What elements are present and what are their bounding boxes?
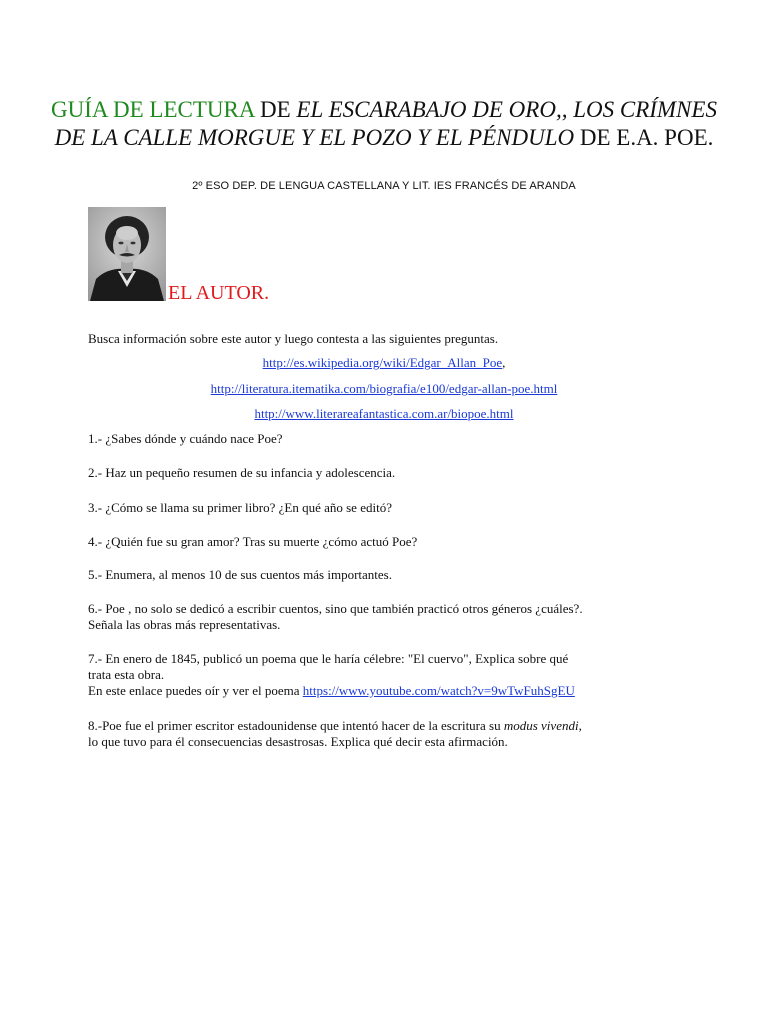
question-6-line-2: Señala las obras más representativas. [88,617,281,632]
title-works: EL ESCARABAJO DE ORO,, LOS CRÍMNES DE LA CALLE MORGUE Y EL POZO Y EL PÉNDULO [54,97,717,150]
document-title [40,96,728,152]
link-youtube[interactable]: https://www.youtube.com/watch?v=9wTwFuhSgEU [302,683,575,698]
question-1: 1.- ¿Sabes dónde y cuándo nace Poe? [88,431,283,446]
question-2: 2.- Haz un pequeño resumen de su infancia y adolescencia. [88,465,396,480]
intro-text: Busca información sobre este autor y luego contesta a las siguientes preguntas. [88,331,499,346]
link-itematika[interactable]: http://literatura.itematika.com/biografia/e100/edgar-allan-poe.html [210,381,558,396]
document-subtitle: 2º ESO DEP. DE LENGUA CASTELLANA Y LIT. IES FRANCÉS DE ARANDA [192,180,576,192]
question-7-line-1: 7.- En enero de 1845, publicó un poema que le haría célebre: "El cuervo", Explica sobre qué [88,651,569,666]
question-8 [88,718,700,750]
link-wikipedia[interactable]: http://es.wikipedia.org/wiki/Edgar_Allan_Poe [262,355,503,370]
link-wikipedia-comma: , [502,355,506,370]
question-7-link-prefix: En este enlace puedes oír y ver el poema [88,683,303,698]
title-de: DE [254,97,297,122]
question-7-line-2: trata esta obra. [88,667,165,682]
question-7-line-3 [88,683,700,699]
link-row-wikipedia [0,355,768,371]
title-author: DE E.A. POE. [574,125,714,150]
question-8-prefix: 8.-Poe fue el primer escritor estadounidense que intentó hacer de la escritura su [88,718,504,733]
question-3: 3.- ¿Cómo se llama su primer libro? ¿En qué año se editó? [88,500,392,515]
question-8-line-1 [88,718,700,734]
question-7 [88,651,700,699]
link-literareafantastica[interactable]: http://www.literareafantastica.com.ar/biopoe.html [254,406,514,421]
question-8-line-2: lo que tuvo para él consecuencias desastrosas. Explica qué decir esta afirmación. [88,734,508,749]
author-section-heading: EL AUTOR. [168,282,270,304]
question-6-line-1: 6.- Poe , no solo se dedicó a escribir cuentos, sino que también practicó otros géneros ¿cuáles?. [88,601,583,616]
title-guide-label: GUÍA DE LECTURA [51,97,255,122]
question-8-modus-vivendi: modus vivendi [503,718,579,733]
question-8-comma: , [578,718,582,733]
author-portrait [88,207,166,301]
portrait-photo [88,207,166,301]
question-4: 4.- ¿Quién fue su gran amor? Tras su muerte ¿cómo actuó Poe? [88,534,418,549]
question-6 [88,601,700,633]
question-5: 5.- Enumera, al menos 10 de sus cuentos más importantes. [88,567,392,582]
